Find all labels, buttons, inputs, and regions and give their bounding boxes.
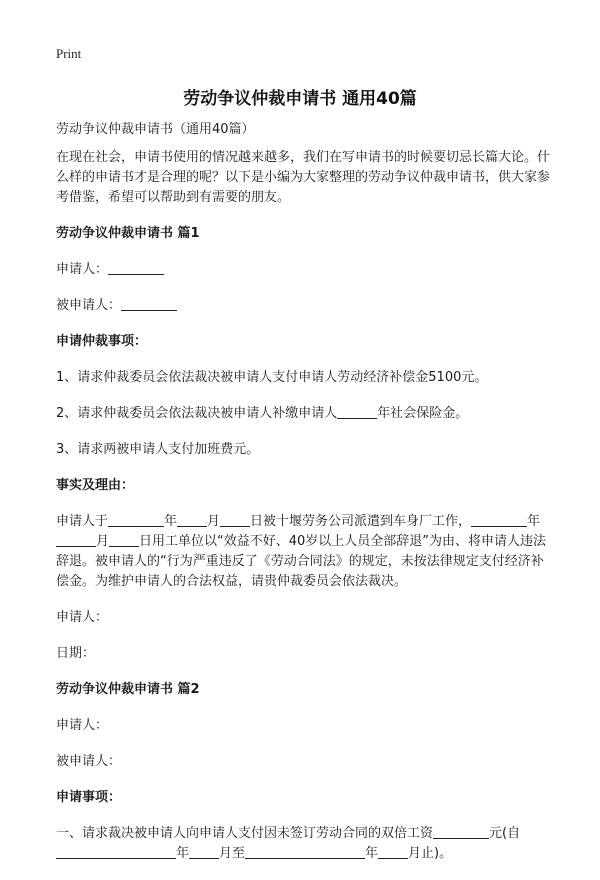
claim-text-month-2: 月止)。 bbox=[408, 846, 453, 861]
claim-text-month-1: 月至 bbox=[219, 846, 246, 861]
applicant-label: 申请人： bbox=[56, 262, 109, 277]
print-link[interactable]: Print bbox=[56, 46, 82, 61]
article-2-claims-heading: 申请事项： bbox=[56, 790, 122, 805]
article-2-applicant-line: 申请人： bbox=[56, 718, 109, 733]
claim-2-suffix: 年社会保险金。 bbox=[377, 406, 469, 421]
article-1-heading: 劳动争议仲裁申请书 篇1 bbox=[56, 226, 200, 241]
page-title: 劳动争议仲裁申请书 通用40篇 bbox=[183, 89, 417, 109]
claim-text-year-2: 年 bbox=[365, 846, 379, 861]
facts-text-1: 申请人于 bbox=[56, 514, 109, 529]
facts-blank-month-1 bbox=[177, 512, 207, 527]
article-1-claim-1: 1、请求仲裁委员会依法裁决被申请人支付申请人劳动经济补偿金5100元。 bbox=[56, 370, 488, 385]
article-1-facts-paragraph bbox=[56, 512, 556, 592]
facts-text-6: 月 bbox=[96, 534, 110, 549]
article-2-respondent-line: 被申请人： bbox=[56, 754, 122, 769]
article-1-facts-heading: 事实及理由： bbox=[56, 478, 135, 493]
article-1-claim-2 bbox=[56, 404, 556, 424]
claim-2-blank bbox=[337, 404, 377, 419]
article-1-sign-line: 申请人： bbox=[56, 610, 109, 625]
claim-blank-month-2 bbox=[378, 844, 408, 859]
respondent-blank bbox=[121, 296, 177, 311]
claim-2-text: 2、请求仲裁委员会依法裁决被申请人补缴申请人 bbox=[56, 406, 338, 421]
applicant-blank bbox=[108, 260, 164, 275]
facts-text-2: 年 bbox=[164, 514, 178, 529]
article-1-respondent-line bbox=[56, 296, 556, 316]
article-2-heading: 劳动争议仲裁申请书 篇2 bbox=[56, 682, 200, 697]
facts-blank-month-2 bbox=[56, 532, 96, 547]
article-1-claims-heading: 申请仲裁事项： bbox=[56, 334, 148, 349]
facts-text-7: 日用工单位以“效益不好、40岁以上人员全部辞退”为由、将申请人违法辞退。被申请人的“行为严重违反了《劳动合同法》的规定，未按法律规定支付经济补偿金。为维护申请人的合法权益，请贵仲裁委员会依法裁决。 bbox=[56, 534, 547, 589]
claim-blank-month-1 bbox=[189, 844, 219, 859]
claim-blank-amount bbox=[433, 824, 489, 839]
claim-text-year-1: 年 bbox=[176, 846, 190, 861]
claim-text: 一、请求裁决被申请人向申请人支付因未签订劳动合同的双倍工资 bbox=[56, 826, 434, 841]
facts-text-5: 年 bbox=[527, 514, 541, 529]
document-body bbox=[56, 120, 556, 880]
claim-blank-year-1 bbox=[56, 844, 176, 859]
intro-paragraph: 在现在社会，申请书使用的情况越来越多，我们在写申请书的时候要切忌长篇大论。什么样的申请书才是合理的呢？以下是小编为大家整理的劳动争议仲裁申请书，供大家参考借鉴，希望可以帮助到有需要的朋友。 bbox=[56, 150, 551, 205]
article-1-date-line: 日期： bbox=[56, 646, 96, 661]
respondent-label: 被申请人： bbox=[56, 298, 122, 313]
article-1-applicant-line bbox=[56, 260, 556, 280]
article-2-claim-1 bbox=[56, 824, 556, 864]
facts-blank-year-1 bbox=[108, 512, 164, 527]
document-subtitle: 劳动争议仲裁申请书（通用40篇） bbox=[56, 122, 255, 137]
facts-text-4: 日被十堰劳务公司派遣到车身厂工作， bbox=[250, 514, 472, 529]
facts-blank-day-1 bbox=[220, 512, 250, 527]
facts-text-3: 月 bbox=[207, 514, 221, 529]
facts-blank-day-2 bbox=[109, 532, 139, 547]
facts-blank-year-2 bbox=[471, 512, 527, 527]
claim-blank-year-2 bbox=[245, 844, 365, 859]
claim-text-yuan: 元(自 bbox=[489, 826, 521, 841]
article-1-claim-3: 3、请求两被申请人支付加班费元。 bbox=[56, 442, 260, 457]
